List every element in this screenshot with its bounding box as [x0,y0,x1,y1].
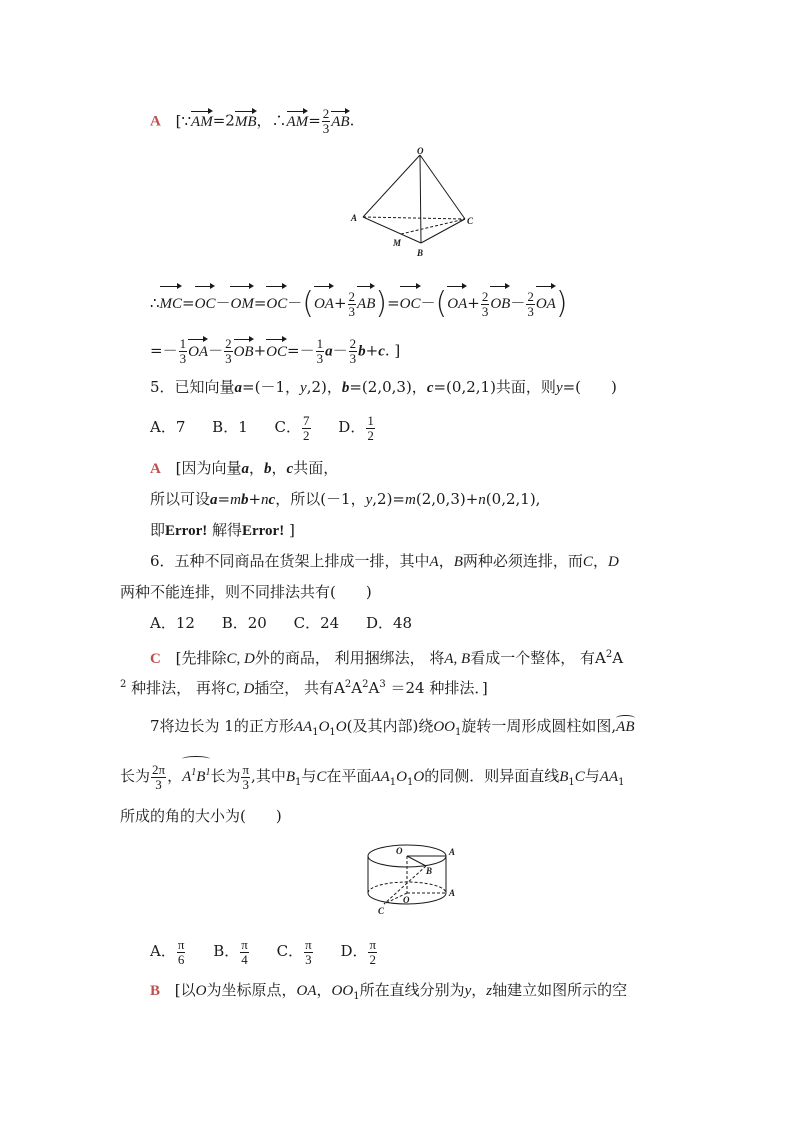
cylinder-figure [360,838,470,920]
label-B1: B [426,866,433,876]
question-7-line-3: 所成的角的大小为( ) [120,807,282,825]
question-6-options [150,613,412,633]
question-5-stem: 5．已知向量a=(－1，y,2)，b=(2,0,3)，c=(0,2,1)共面，则y=( ) [150,378,617,396]
answer-5-line-1: A [因为向量a，b，c共面， [150,459,339,477]
answer-6-line-2: $^2$ 种排法， 再将C, D插空， 共有$A^2A^2A^3 =24$ 种排法．] [120,679,488,697]
question-6-line-1: 6．五种不同商品在货架上排成一排，其中A，B两种必须连排，而C，D [150,552,619,570]
question-5-options: A．7 B．1 C． $\frac{7}{2}$ D． $\frac{1}{2}$ [150,412,374,443]
question-7-line-2: 长为 $\frac{2\pi}{3}$ ，$A^1B^1$长为 $\frac{\pi}{3}$ ,其中$B_1$与C在平面$AA_1O_1O$的同侧．则异面直线$B_1C$与$AA_1$ [120,758,624,798]
option-d: D． [338,418,366,436]
option-b: B．1 [212,418,248,436]
option-c: C． [274,418,302,436]
label-O: O [403,895,410,905]
question-7-line-1: 7将边长为 1的正方形$AA_1O_1O$(及其内部)绕$OO_1$旋转一周形成圆柱如图,AB [150,717,635,738]
answer-6-line-1: C [先排除C, D外的商品， 利用捆绑法， 将A, B看成一个整体， 有$A^2A$ [150,649,624,667]
option-d: D． [340,942,368,960]
question-7-options: A． $\frac{\pi}{6}$ B． $\frac{\pi}{4}$ C． $\frac{\pi}{3}$ D． $\frac{\pi}{2}$ [150,936,377,967]
label-A1: A [449,847,456,857]
answer-letter: C [150,651,161,667]
answer-5-line-3: 即Error! 解得Error! ] [150,521,295,539]
option-b: B．20 [221,614,267,632]
answer-letter: A [150,461,161,477]
derivation-line-2: =－ $\frac{1}{3}$ OA－ $\frac{2}{3}$ OB+OC=－ $\frac{1}{3}$ a－ $\frac{2}{3}$ b+c. ] [150,336,401,366]
answer-letter: A [150,113,161,130]
label-C: C [378,906,385,916]
tetrahedron-figure [345,145,480,260]
label-A: A [351,213,358,223]
answer-letter: B [150,983,161,999]
answer-7-line-1: B [以O为坐标原点，OA，$OO_1$所在直线分别为y，z轴建立如图所示的空 [150,981,628,1002]
label-M: M [393,238,402,248]
label-O: O [417,146,424,156]
option-a: A．7 [150,418,186,436]
label-A: A [449,888,456,898]
option-c: C．24 [293,614,340,632]
question-6-line-2: 两种不能连排，则不同排法共有( ) [120,583,372,601]
answer-4-line: A [∵AM=2MB，∴AM= $\frac{2}{3}$ AB. [150,106,355,136]
derivation-line-1: ∴MC=OC－OM=OC－(OA+ $\frac{2}{3}$ AB)=OC－(OA+ $\frac{2}{3}$ OB－ $\frac{2}{3}$ OA) [150,286,568,321]
answer-5-line-2: 所以可设a=mb+nc，所以(－1，y,2)=m(2,0,3)+n(0,2,1), [150,490,541,508]
option-c: C． [276,942,304,960]
label-C: C [467,216,474,226]
label-B: B [417,248,424,258]
label-O1: O [396,846,403,856]
option-a: A．12 [150,614,195,632]
option-b: B． [213,942,240,960]
option-d: D．48 [365,614,413,632]
option-a: A． [150,942,176,960]
